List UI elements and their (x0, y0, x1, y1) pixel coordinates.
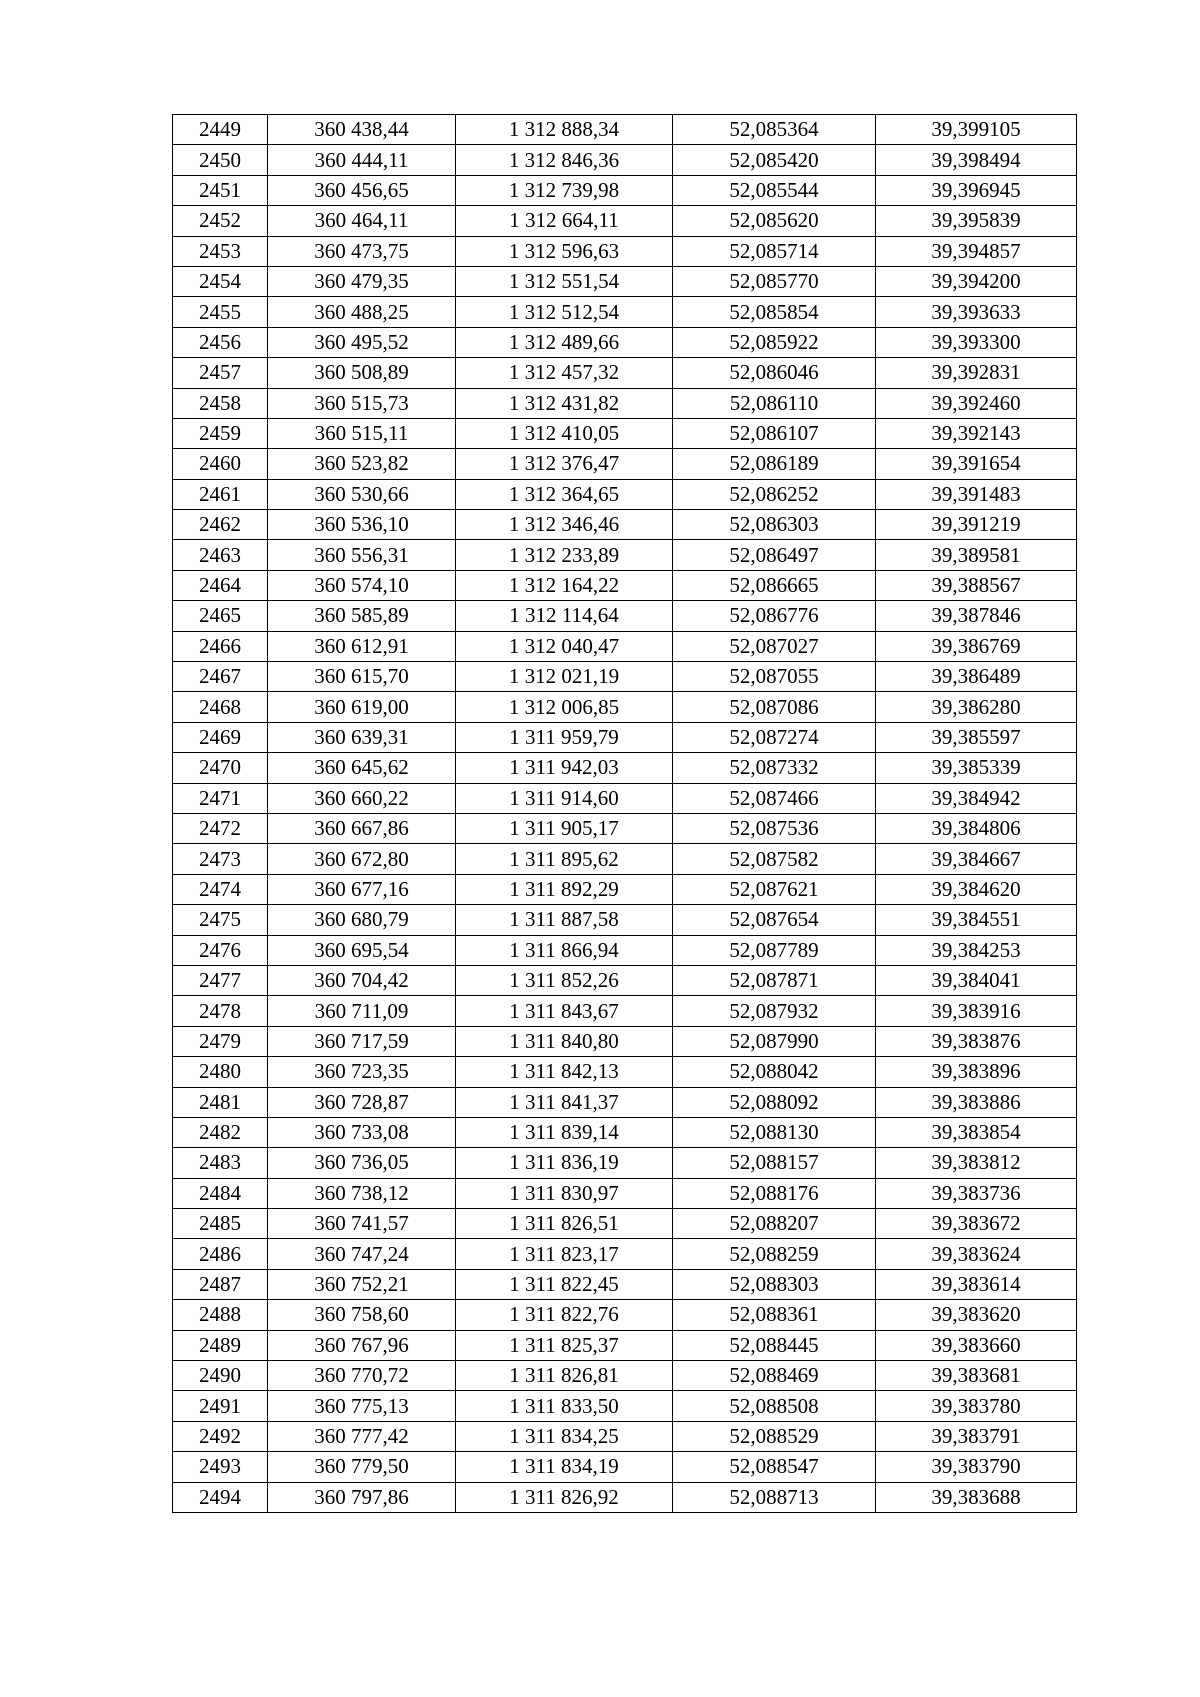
y-coordinate-cell: 1 311 826,92 (456, 1482, 673, 1512)
y-coordinate-cell: 1 312 846,36 (456, 145, 673, 175)
y-coordinate-cell: 1 312 457,32 (456, 358, 673, 388)
y-coordinate-cell: 1 311 866,94 (456, 935, 673, 965)
point-number-cell: 2471 (173, 783, 268, 813)
y-coordinate-cell: 1 311 887,58 (456, 905, 673, 935)
y-coordinate-cell: 1 311 852,26 (456, 965, 673, 995)
y-coordinate-cell: 1 312 888,34 (456, 115, 673, 145)
latitude-cell: 52,087536 (673, 813, 876, 843)
x-coordinate-cell: 360 767,96 (268, 1330, 456, 1360)
longitude-cell: 39,385597 (876, 722, 1077, 752)
longitude-cell: 39,383896 (876, 1057, 1077, 1087)
point-number-cell: 2473 (173, 844, 268, 874)
latitude-cell: 52,086497 (673, 540, 876, 570)
coordinates-table (172, 114, 1077, 1513)
longitude-cell: 39,383886 (876, 1087, 1077, 1117)
latitude-cell: 52,086110 (673, 388, 876, 418)
point-number-cell: 2468 (173, 692, 268, 722)
table-row (173, 327, 1077, 357)
latitude-cell: 52,087055 (673, 662, 876, 692)
longitude-cell: 39,393633 (876, 297, 1077, 327)
table-row (173, 1482, 1077, 1512)
table-row (173, 783, 1077, 813)
table-row (173, 1087, 1077, 1117)
point-number-cell: 2476 (173, 935, 268, 965)
point-number-cell: 2452 (173, 206, 268, 236)
x-coordinate-cell: 360 615,70 (268, 662, 456, 692)
longitude-cell: 39,384253 (876, 935, 1077, 965)
longitude-cell: 39,387846 (876, 601, 1077, 631)
table-row (173, 813, 1077, 843)
y-coordinate-cell: 1 312 596,63 (456, 236, 673, 266)
latitude-cell: 52,086189 (673, 449, 876, 479)
x-coordinate-cell: 360 508,89 (268, 358, 456, 388)
latitude-cell: 52,085922 (673, 327, 876, 357)
point-number-cell: 2486 (173, 1239, 268, 1269)
longitude-cell: 39,383876 (876, 1026, 1077, 1056)
x-coordinate-cell: 360 456,65 (268, 175, 456, 205)
longitude-cell: 39,383854 (876, 1117, 1077, 1147)
point-number-cell: 2463 (173, 540, 268, 570)
table-row (173, 206, 1077, 236)
latitude-cell: 52,088207 (673, 1209, 876, 1239)
y-coordinate-cell: 1 312 164,22 (456, 570, 673, 600)
point-number-cell: 2474 (173, 874, 268, 904)
x-coordinate-cell: 360 530,66 (268, 479, 456, 509)
y-coordinate-cell: 1 311 905,17 (456, 813, 673, 843)
point-number-cell: 2459 (173, 418, 268, 448)
latitude-cell: 52,088445 (673, 1330, 876, 1360)
latitude-cell: 52,087332 (673, 753, 876, 783)
longitude-cell: 39,383688 (876, 1482, 1077, 1512)
longitude-cell: 39,394857 (876, 236, 1077, 266)
x-coordinate-cell: 360 733,08 (268, 1117, 456, 1147)
x-coordinate-cell: 360 444,11 (268, 145, 456, 175)
x-coordinate-cell: 360 438,44 (268, 115, 456, 145)
table-row (173, 1391, 1077, 1421)
point-number-cell: 2453 (173, 236, 268, 266)
table-row (173, 1148, 1077, 1178)
y-coordinate-cell: 1 311 942,03 (456, 753, 673, 783)
table-row (173, 844, 1077, 874)
table-row (173, 388, 1077, 418)
x-coordinate-cell: 360 515,11 (268, 418, 456, 448)
table-row (173, 1361, 1077, 1391)
point-number-cell: 2480 (173, 1057, 268, 1087)
longitude-cell: 39,383614 (876, 1269, 1077, 1299)
x-coordinate-cell: 360 536,10 (268, 510, 456, 540)
x-coordinate-cell: 360 747,24 (268, 1239, 456, 1269)
x-coordinate-cell: 360 473,75 (268, 236, 456, 266)
latitude-cell: 52,086107 (673, 418, 876, 448)
point-number-cell: 2469 (173, 722, 268, 752)
table-row (173, 145, 1077, 175)
latitude-cell: 52,087027 (673, 631, 876, 661)
y-coordinate-cell: 1 311 830,97 (456, 1178, 673, 1208)
x-coordinate-cell: 360 660,22 (268, 783, 456, 813)
longitude-cell: 39,383660 (876, 1330, 1077, 1360)
table-row (173, 266, 1077, 296)
point-number-cell: 2465 (173, 601, 268, 631)
point-number-cell: 2477 (173, 965, 268, 995)
table-row (173, 449, 1077, 479)
y-coordinate-cell: 1 311 823,17 (456, 1239, 673, 1269)
x-coordinate-cell: 360 741,57 (268, 1209, 456, 1239)
latitude-cell: 52,088130 (673, 1117, 876, 1147)
latitude-cell: 52,088092 (673, 1087, 876, 1117)
latitude-cell: 52,086303 (673, 510, 876, 540)
y-coordinate-cell: 1 312 040,47 (456, 631, 673, 661)
y-coordinate-cell: 1 312 739,98 (456, 175, 673, 205)
table-row (173, 753, 1077, 783)
point-number-cell: 2470 (173, 753, 268, 783)
longitude-cell: 39,391654 (876, 449, 1077, 479)
point-number-cell: 2472 (173, 813, 268, 843)
x-coordinate-cell: 360 523,82 (268, 449, 456, 479)
latitude-cell: 52,087466 (673, 783, 876, 813)
point-number-cell: 2460 (173, 449, 268, 479)
table-row (173, 1057, 1077, 1087)
longitude-cell: 39,386769 (876, 631, 1077, 661)
table-row (173, 570, 1077, 600)
table-row (173, 935, 1077, 965)
x-coordinate-cell: 360 667,86 (268, 813, 456, 843)
x-coordinate-cell: 360 677,16 (268, 874, 456, 904)
latitude-cell: 52,087654 (673, 905, 876, 935)
y-coordinate-cell: 1 312 512,54 (456, 297, 673, 327)
point-number-cell: 2457 (173, 358, 268, 388)
latitude-cell: 52,088157 (673, 1148, 876, 1178)
longitude-cell: 39,396945 (876, 175, 1077, 205)
y-coordinate-cell: 1 312 489,66 (456, 327, 673, 357)
y-coordinate-cell: 1 312 376,47 (456, 449, 673, 479)
latitude-cell: 52,088042 (673, 1057, 876, 1087)
x-coordinate-cell: 360 680,79 (268, 905, 456, 935)
table-row (173, 1209, 1077, 1239)
table-row (173, 996, 1077, 1026)
point-number-cell: 2464 (173, 570, 268, 600)
point-number-cell: 2450 (173, 145, 268, 175)
table-row (173, 175, 1077, 205)
table-row (173, 479, 1077, 509)
x-coordinate-cell: 360 717,59 (268, 1026, 456, 1056)
point-number-cell: 2479 (173, 1026, 268, 1056)
table-row (173, 1330, 1077, 1360)
longitude-cell: 39,384551 (876, 905, 1077, 935)
latitude-cell: 52,088259 (673, 1239, 876, 1269)
point-number-cell: 2493 (173, 1452, 268, 1482)
latitude-cell: 52,087789 (673, 935, 876, 965)
point-number-cell: 2490 (173, 1361, 268, 1391)
point-number-cell: 2489 (173, 1330, 268, 1360)
point-number-cell: 2449 (173, 115, 268, 145)
point-number-cell: 2481 (173, 1087, 268, 1117)
point-number-cell: 2488 (173, 1300, 268, 1330)
table-row (173, 358, 1077, 388)
x-coordinate-cell: 360 574,10 (268, 570, 456, 600)
x-coordinate-cell: 360 775,13 (268, 1391, 456, 1421)
table-row (173, 510, 1077, 540)
longitude-cell: 39,383620 (876, 1300, 1077, 1330)
x-coordinate-cell: 360 736,05 (268, 1148, 456, 1178)
latitude-cell: 52,085420 (673, 145, 876, 175)
latitude-cell: 52,088361 (673, 1300, 876, 1330)
longitude-cell: 39,391219 (876, 510, 1077, 540)
y-coordinate-cell: 1 311 895,62 (456, 844, 673, 874)
table-row (173, 1452, 1077, 1482)
y-coordinate-cell: 1 311 959,79 (456, 722, 673, 752)
y-coordinate-cell: 1 312 114,64 (456, 601, 673, 631)
coordinates-table-body (173, 115, 1077, 1513)
y-coordinate-cell: 1 312 664,11 (456, 206, 673, 236)
y-coordinate-cell: 1 311 834,25 (456, 1421, 673, 1451)
table-row (173, 692, 1077, 722)
longitude-cell: 39,384667 (876, 844, 1077, 874)
latitude-cell: 52,087990 (673, 1026, 876, 1056)
y-coordinate-cell: 1 311 826,81 (456, 1361, 673, 1391)
latitude-cell: 52,088529 (673, 1421, 876, 1451)
x-coordinate-cell: 360 612,91 (268, 631, 456, 661)
y-coordinate-cell: 1 311 914,60 (456, 783, 673, 813)
table-row (173, 418, 1077, 448)
x-coordinate-cell: 360 556,31 (268, 540, 456, 570)
table-row (173, 1239, 1077, 1269)
point-number-cell: 2462 (173, 510, 268, 540)
latitude-cell: 52,085620 (673, 206, 876, 236)
x-coordinate-cell: 360 479,35 (268, 266, 456, 296)
latitude-cell: 52,088508 (673, 1391, 876, 1421)
longitude-cell: 39,392831 (876, 358, 1077, 388)
point-number-cell: 2485 (173, 1209, 268, 1239)
x-coordinate-cell: 360 738,12 (268, 1178, 456, 1208)
table-row (173, 297, 1077, 327)
longitude-cell: 39,383672 (876, 1209, 1077, 1239)
latitude-cell: 52,087871 (673, 965, 876, 995)
table-row (173, 1117, 1077, 1147)
y-coordinate-cell: 1 311 822,45 (456, 1269, 673, 1299)
table-row (173, 1178, 1077, 1208)
x-coordinate-cell: 360 797,86 (268, 1482, 456, 1512)
latitude-cell: 52,087086 (673, 692, 876, 722)
latitude-cell: 52,086665 (673, 570, 876, 600)
x-coordinate-cell: 360 704,42 (268, 965, 456, 995)
point-number-cell: 2478 (173, 996, 268, 1026)
x-coordinate-cell: 360 464,11 (268, 206, 456, 236)
x-coordinate-cell: 360 779,50 (268, 1452, 456, 1482)
longitude-cell: 39,383812 (876, 1148, 1077, 1178)
longitude-cell: 39,399105 (876, 115, 1077, 145)
x-coordinate-cell: 360 639,31 (268, 722, 456, 752)
x-coordinate-cell: 360 515,73 (268, 388, 456, 418)
point-number-cell: 2451 (173, 175, 268, 205)
latitude-cell: 52,085854 (673, 297, 876, 327)
latitude-cell: 52,087582 (673, 844, 876, 874)
y-coordinate-cell: 1 311 841,37 (456, 1087, 673, 1117)
longitude-cell: 39,384041 (876, 965, 1077, 995)
y-coordinate-cell: 1 311 834,19 (456, 1452, 673, 1482)
y-coordinate-cell: 1 311 825,37 (456, 1330, 673, 1360)
table-row (173, 236, 1077, 266)
x-coordinate-cell: 360 672,80 (268, 844, 456, 874)
x-coordinate-cell: 360 777,42 (268, 1421, 456, 1451)
longitude-cell: 39,395839 (876, 206, 1077, 236)
table-row (173, 874, 1077, 904)
point-number-cell: 2492 (173, 1421, 268, 1451)
y-coordinate-cell: 1 311 836,19 (456, 1148, 673, 1178)
latitude-cell: 52,086252 (673, 479, 876, 509)
table-row (173, 722, 1077, 752)
y-coordinate-cell: 1 311 892,29 (456, 874, 673, 904)
y-coordinate-cell: 1 311 833,50 (456, 1391, 673, 1421)
x-coordinate-cell: 360 711,09 (268, 996, 456, 1026)
point-number-cell: 2455 (173, 297, 268, 327)
table-row (173, 601, 1077, 631)
y-coordinate-cell: 1 311 826,51 (456, 1209, 673, 1239)
longitude-cell: 39,398494 (876, 145, 1077, 175)
y-coordinate-cell: 1 312 006,85 (456, 692, 673, 722)
point-number-cell: 2475 (173, 905, 268, 935)
x-coordinate-cell: 360 723,35 (268, 1057, 456, 1087)
longitude-cell: 39,383790 (876, 1452, 1077, 1482)
x-coordinate-cell: 360 695,54 (268, 935, 456, 965)
latitude-cell: 52,085364 (673, 115, 876, 145)
longitude-cell: 39,389581 (876, 540, 1077, 570)
table-row (173, 662, 1077, 692)
point-number-cell: 2484 (173, 1178, 268, 1208)
latitude-cell: 52,087274 (673, 722, 876, 752)
latitude-cell: 52,088303 (673, 1269, 876, 1299)
y-coordinate-cell: 1 312 364,65 (456, 479, 673, 509)
table-row (173, 905, 1077, 935)
x-coordinate-cell: 360 728,87 (268, 1087, 456, 1117)
longitude-cell: 39,383791 (876, 1421, 1077, 1451)
latitude-cell: 52,086046 (673, 358, 876, 388)
longitude-cell: 39,386280 (876, 692, 1077, 722)
point-number-cell: 2461 (173, 479, 268, 509)
y-coordinate-cell: 1 311 840,80 (456, 1026, 673, 1056)
point-number-cell: 2454 (173, 266, 268, 296)
table-row (173, 631, 1077, 661)
point-number-cell: 2483 (173, 1148, 268, 1178)
table-row (173, 1026, 1077, 1056)
longitude-cell: 39,392143 (876, 418, 1077, 448)
latitude-cell: 52,085770 (673, 266, 876, 296)
latitude-cell: 52,088547 (673, 1452, 876, 1482)
point-number-cell: 2467 (173, 662, 268, 692)
y-coordinate-cell: 1 311 839,14 (456, 1117, 673, 1147)
x-coordinate-cell: 360 619,00 (268, 692, 456, 722)
y-coordinate-cell: 1 311 842,13 (456, 1057, 673, 1087)
table-row (173, 115, 1077, 145)
longitude-cell: 39,383681 (876, 1361, 1077, 1391)
longitude-cell: 39,383736 (876, 1178, 1077, 1208)
table-row (173, 1269, 1077, 1299)
latitude-cell: 52,086776 (673, 601, 876, 631)
longitude-cell: 39,392460 (876, 388, 1077, 418)
longitude-cell: 39,384620 (876, 874, 1077, 904)
table-row (173, 965, 1077, 995)
x-coordinate-cell: 360 585,89 (268, 601, 456, 631)
table-row (173, 1300, 1077, 1330)
longitude-cell: 39,386489 (876, 662, 1077, 692)
x-coordinate-cell: 360 758,60 (268, 1300, 456, 1330)
longitude-cell: 39,383916 (876, 996, 1077, 1026)
latitude-cell: 52,088713 (673, 1482, 876, 1512)
point-number-cell: 2466 (173, 631, 268, 661)
longitude-cell: 39,393300 (876, 327, 1077, 357)
y-coordinate-cell: 1 312 551,54 (456, 266, 673, 296)
point-number-cell: 2487 (173, 1269, 268, 1299)
point-number-cell: 2494 (173, 1482, 268, 1512)
point-number-cell: 2482 (173, 1117, 268, 1147)
y-coordinate-cell: 1 312 410,05 (456, 418, 673, 448)
longitude-cell: 39,383780 (876, 1391, 1077, 1421)
y-coordinate-cell: 1 312 233,89 (456, 540, 673, 570)
latitude-cell: 52,085714 (673, 236, 876, 266)
latitude-cell: 52,087621 (673, 874, 876, 904)
y-coordinate-cell: 1 311 843,67 (456, 996, 673, 1026)
x-coordinate-cell: 360 770,72 (268, 1361, 456, 1391)
longitude-cell: 39,385339 (876, 753, 1077, 783)
x-coordinate-cell: 360 495,52 (268, 327, 456, 357)
table-row (173, 540, 1077, 570)
x-coordinate-cell: 360 645,62 (268, 753, 456, 783)
point-number-cell: 2456 (173, 327, 268, 357)
point-number-cell: 2491 (173, 1391, 268, 1421)
latitude-cell: 52,088469 (673, 1361, 876, 1391)
latitude-cell: 52,085544 (673, 175, 876, 205)
y-coordinate-cell: 1 312 346,46 (456, 510, 673, 540)
longitude-cell: 39,384942 (876, 783, 1077, 813)
latitude-cell: 52,088176 (673, 1178, 876, 1208)
point-number-cell: 2458 (173, 388, 268, 418)
x-coordinate-cell: 360 752,21 (268, 1269, 456, 1299)
y-coordinate-cell: 1 312 021,19 (456, 662, 673, 692)
longitude-cell: 39,384806 (876, 813, 1077, 843)
x-coordinate-cell: 360 488,25 (268, 297, 456, 327)
longitude-cell: 39,388567 (876, 570, 1077, 600)
y-coordinate-cell: 1 311 822,76 (456, 1300, 673, 1330)
y-coordinate-cell: 1 312 431,82 (456, 388, 673, 418)
longitude-cell: 39,394200 (876, 266, 1077, 296)
longitude-cell: 39,383624 (876, 1239, 1077, 1269)
table-row (173, 1421, 1077, 1451)
latitude-cell: 52,087932 (673, 996, 876, 1026)
longitude-cell: 39,391483 (876, 479, 1077, 509)
